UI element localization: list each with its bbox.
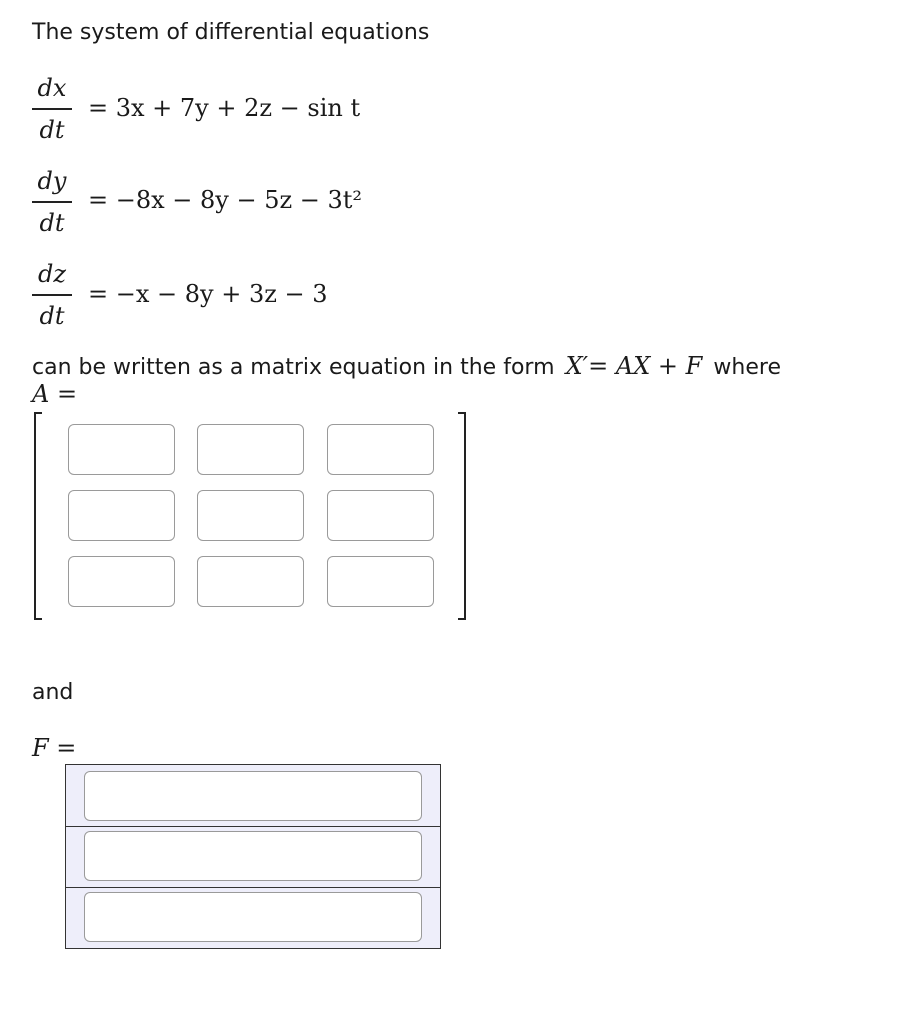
f-vector-row-1 <box>66 765 440 826</box>
matrix-a-cell-3-2[interactable] <box>197 556 304 607</box>
denominator: dt <box>39 209 65 237</box>
f-vector-row-3 <box>66 887 440 948</box>
fraction-dx-dt <box>32 70 72 148</box>
denominator: dt <box>39 116 65 144</box>
equation-1-rhs: = 3x + 7y + 2z − sin t <box>88 94 361 122</box>
matrix-a-cell-3-3[interactable] <box>327 556 434 607</box>
f-label: F = <box>32 734 77 762</box>
fraction-dy-dt <box>32 163 72 241</box>
a-label: A = <box>32 380 78 408</box>
matrix-right-bracket <box>458 412 466 620</box>
numerator: dz <box>37 260 66 288</box>
matrix-a-cell-1-2[interactable] <box>197 424 304 475</box>
matrix-left-bracket <box>34 412 42 620</box>
f-vector-row-2 <box>66 826 440 887</box>
where-text: where <box>713 355 781 380</box>
matrix-a-cell-1-3[interactable] <box>327 424 434 475</box>
f-vector-table <box>65 764 441 949</box>
numerator: dy <box>37 167 67 195</box>
sentence-text: can be written as a matrix equation in the form <box>32 355 555 380</box>
matrix-sentence <box>32 352 781 380</box>
matrix-a-cell-1-1[interactable] <box>68 424 175 475</box>
and-text: and <box>32 680 74 705</box>
equation-3-rhs: = −x − 8y + 3z − 3 <box>88 280 328 308</box>
fraction-bar <box>32 201 72 203</box>
fraction-dz-dt <box>32 256 72 334</box>
matrix-a-cell-2-1[interactable] <box>68 490 175 541</box>
intro-text: The system of differential equations <box>32 20 430 45</box>
f-vector-cell-3[interactable] <box>84 892 422 942</box>
equation-2-rhs: = −8x − 8y − 5z − 3t² <box>88 186 363 214</box>
f-vector-cell-2[interactable] <box>84 831 422 881</box>
matrix-a-cell-2-3[interactable] <box>327 490 434 541</box>
matrix-a-cell-3-1[interactable] <box>68 556 175 607</box>
fraction-bar <box>32 108 72 110</box>
denominator: dt <box>39 302 65 330</box>
numerator: dx <box>37 74 67 102</box>
matrix-a-cell-2-2[interactable] <box>197 490 304 541</box>
f-vector-cell-1[interactable] <box>84 771 422 821</box>
matrix-form: X′= AX + F <box>565 352 703 380</box>
fraction-bar <box>32 294 72 296</box>
